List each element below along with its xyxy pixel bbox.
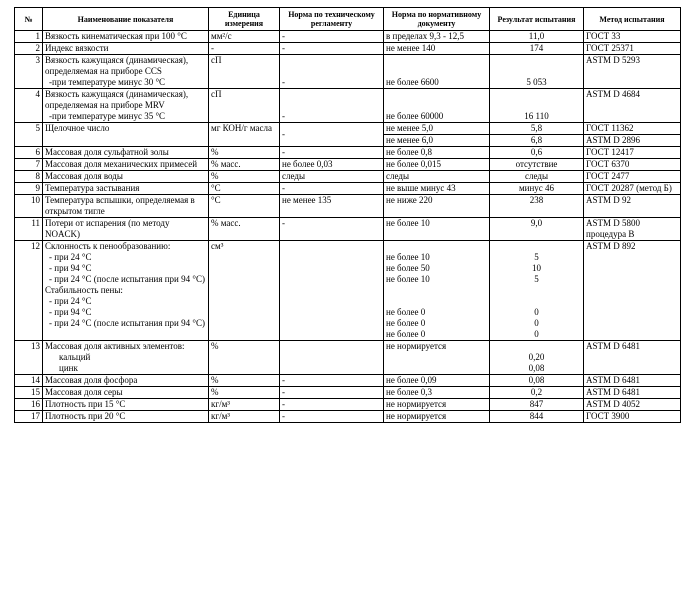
row-norm: не более 0,09 <box>384 375 490 387</box>
row-method: ASTM D 5293 <box>584 55 681 89</box>
row-method: ГОСТ 20287 (метод Б) <box>584 183 681 195</box>
row-norm: не выше минус 43 <box>384 183 490 195</box>
row-unit: °С <box>209 195 280 218</box>
row-norm: не более 0,015 <box>384 159 490 171</box>
row-name-sub: кальций <box>59 352 91 362</box>
row-result: 16 110 <box>490 89 584 123</box>
row-result-item: 0 <box>534 318 539 328</box>
row-num: 1 <box>15 31 43 43</box>
row-name: Массовая доля серы <box>43 387 209 399</box>
row-name: Плотность при 20 °С <box>43 411 209 423</box>
row-method: ГОСТ 2477 <box>584 171 681 183</box>
row-num: 7 <box>15 159 43 171</box>
row-tech: - <box>280 375 384 387</box>
row-result: 9,0 <box>490 218 584 241</box>
row-norm: не менее 140 <box>384 43 490 55</box>
header-num: № <box>15 8 43 31</box>
row-tech: - <box>280 43 384 55</box>
row-name: Температура застывания <box>43 183 209 195</box>
row-name-main: Вязкость кажущаяся (динамическая), определяемая на приборе MRV <box>45 89 189 110</box>
row-name <box>43 55 209 89</box>
row-tech: - <box>280 55 384 89</box>
header-result: Результат испытания <box>490 8 584 31</box>
row-name: Массовая доля сульфатной золы <box>43 147 209 159</box>
row-unit: % <box>209 147 280 159</box>
table-row <box>15 399 681 411</box>
row-num: 6 <box>15 147 43 159</box>
row-name-main: Стабильность пены: <box>45 285 123 295</box>
row-norm: не более 6600 <box>384 55 490 89</box>
row-result <box>490 241 584 341</box>
table-row <box>15 375 681 387</box>
row-tech: - <box>280 123 384 147</box>
row-method: ASTM D 4052 <box>584 399 681 411</box>
row-num: 3 <box>15 55 43 89</box>
header-norm: Норма по нормативному документу <box>384 8 490 31</box>
row-unit: % <box>209 387 280 399</box>
row-norm: не ниже 220 <box>384 195 490 218</box>
row-norm-item: не более 50 <box>386 263 430 273</box>
row-method: ASTM D 2896 <box>584 135 681 147</box>
row-name: Температура вспышки, определяемая в открытом тигле <box>43 195 209 218</box>
row-num: 2 <box>15 43 43 55</box>
row-method: ГОСТ 3900 <box>584 411 681 423</box>
row-result-item: 0 <box>534 307 539 317</box>
row-result: 0,2 <box>490 387 584 399</box>
table-row <box>15 147 681 159</box>
row-tech: - <box>280 387 384 399</box>
row-num: 14 <box>15 375 43 387</box>
row-unit: % масс. <box>209 218 280 241</box>
table-row <box>15 218 681 241</box>
row-tech: не менее 135 <box>280 195 384 218</box>
table-row <box>15 195 681 218</box>
row-result: 174 <box>490 43 584 55</box>
row-num: 16 <box>15 399 43 411</box>
row-num: 10 <box>15 195 43 218</box>
row-unit: % <box>209 171 280 183</box>
row-num: 8 <box>15 171 43 183</box>
row-method: ASTM D 892 <box>584 241 681 341</box>
row-result-item: 5 <box>534 274 539 284</box>
row-name: Индекс вязкости <box>43 43 209 55</box>
row-method: ASTM D 5800 процедура В <box>584 218 681 241</box>
header-row <box>15 8 681 31</box>
row-unit: % масс. <box>209 159 280 171</box>
table-row <box>15 31 681 43</box>
row-result <box>490 341 584 375</box>
row-norm: не более 0,8 <box>384 147 490 159</box>
row-result: 844 <box>490 411 584 423</box>
row-result: 847 <box>490 399 584 411</box>
row-name-sub: - при 24 °С <box>49 252 92 262</box>
row-method: ASTM D 6481 <box>584 375 681 387</box>
row-result: 11,0 <box>490 31 584 43</box>
row-unit: кг/м³ <box>209 411 280 423</box>
row-unit: - <box>209 43 280 55</box>
row-tech: - <box>280 147 384 159</box>
row-norm: не более 60000 <box>384 89 490 123</box>
table-row <box>15 387 681 399</box>
row-result: минус 46 <box>490 183 584 195</box>
table-row <box>15 411 681 423</box>
row-norm-item: не более 0 <box>386 318 426 328</box>
table-row <box>15 123 681 135</box>
row-name-sub: - при 94 °С <box>49 263 92 273</box>
header-method: Метод испытания <box>584 8 681 31</box>
row-name: Потери от испарения (по методу NOACK) <box>43 218 209 241</box>
table-row <box>15 241 681 341</box>
row-name <box>43 241 209 341</box>
row-norm: не более 0,3 <box>384 387 490 399</box>
row-name: Вязкость кинематическая при 100 °С <box>43 31 209 43</box>
row-num: 12 <box>15 241 43 341</box>
row-tech: - <box>280 89 384 123</box>
row-name-sub: -при температуре минус 35 °С <box>49 111 166 121</box>
row-tech: не более 0,03 <box>280 159 384 171</box>
row-unit: сП <box>209 55 280 89</box>
table-row <box>15 55 681 89</box>
row-unit: сП <box>209 89 280 123</box>
row-norm-item: не более 10 <box>386 274 430 284</box>
row-unit: мг КОН/г масла <box>209 123 280 147</box>
table-row <box>15 43 681 55</box>
row-unit: % <box>209 341 280 375</box>
row-num: 9 <box>15 183 43 195</box>
row-result: отсутствие <box>490 159 584 171</box>
row-name-sub: цинк <box>59 363 78 373</box>
row-name: Массовая доля воды <box>43 171 209 183</box>
row-name-main: Склонность к пенообразованию: <box>45 241 171 251</box>
row-result-item: 0 <box>534 329 539 339</box>
row-name <box>43 341 209 375</box>
row-num: 4 <box>15 89 43 123</box>
row-method: ГОСТ 33 <box>584 31 681 43</box>
row-unit: см³ <box>209 241 280 341</box>
row-norm: в пределах 9,3 - 12,5 <box>384 31 490 43</box>
row-norm: не нормируется <box>384 341 490 375</box>
table-row <box>15 159 681 171</box>
row-name <box>43 89 209 123</box>
row-norm: не нормируется <box>384 399 490 411</box>
row-num: 15 <box>15 387 43 399</box>
table-row <box>15 89 681 123</box>
row-name-sub: - при 94 °С <box>49 307 92 317</box>
row-method: ASTM D 92 <box>584 195 681 218</box>
row-result-item: 5 <box>534 252 539 262</box>
header-unit: Единица измерения <box>209 8 280 31</box>
row-norm <box>384 241 490 341</box>
row-method: ASTM D 6481 <box>584 341 681 375</box>
row-num: 11 <box>15 218 43 241</box>
row-tech: - <box>280 399 384 411</box>
row-tech: - <box>280 411 384 423</box>
row-name-sub: - при 24 °С (после испытания при 94 °С) <box>49 274 205 284</box>
table-row <box>15 341 681 375</box>
row-num: 13 <box>15 341 43 375</box>
row-result: 5 053 <box>490 55 584 89</box>
test-results-table <box>14 7 681 423</box>
row-norm: не нормируется <box>384 411 490 423</box>
row-name-sub: - при 24 °С <box>49 296 92 306</box>
row-name-sub: - при 24 °С (после испытания при 94 °С) <box>49 318 205 328</box>
row-unit: мм²/с <box>209 31 280 43</box>
row-result: 6,8 <box>490 135 584 147</box>
row-result-item: 10 <box>532 263 541 273</box>
row-unit: % <box>209 375 280 387</box>
row-norm-item: не более 0 <box>386 329 426 339</box>
row-name-main: Массовая доля активных элементов: <box>45 341 185 351</box>
row-norm-item: не более 0 <box>386 307 426 317</box>
row-result: 0,6 <box>490 147 584 159</box>
row-tech: - <box>280 31 384 43</box>
header-tech: Норма по техническому регламенту <box>280 8 384 31</box>
row-tech: - <box>280 183 384 195</box>
row-name: Плотность при 15 °С <box>43 399 209 411</box>
row-num: 5 <box>15 123 43 147</box>
row-result: 5,8 <box>490 123 584 135</box>
table-row <box>15 171 681 183</box>
row-unit: °С <box>209 183 280 195</box>
row-tech <box>280 341 384 375</box>
row-method: ГОСТ 11362 <box>584 123 681 135</box>
row-name: Щелочное число <box>43 123 209 147</box>
row-norm: не менее 5,0 <box>384 123 490 135</box>
table-row <box>15 183 681 195</box>
row-method: ASTM D 4684 <box>584 89 681 123</box>
row-result: следы <box>490 171 584 183</box>
row-tech: следы <box>280 171 384 183</box>
row-norm: не менее 6,0 <box>384 135 490 147</box>
row-method: ГОСТ 12417 <box>584 147 681 159</box>
row-tech <box>280 241 384 341</box>
row-unit: кг/м³ <box>209 399 280 411</box>
row-name-sub: -при температуре минус 30 °С <box>49 77 166 87</box>
row-name: Массовая доля фосфора <box>43 375 209 387</box>
row-norm-item: не более 10 <box>386 252 430 262</box>
row-result-item: 0,20 <box>528 352 545 362</box>
header-name: Наименование показателя <box>43 8 209 31</box>
row-result: 0,08 <box>490 375 584 387</box>
row-method: ГОСТ 6370 <box>584 159 681 171</box>
row-result-item: 0,08 <box>528 363 545 373</box>
row-tech: - <box>280 218 384 241</box>
row-num: 17 <box>15 411 43 423</box>
row-norm: следы <box>384 171 490 183</box>
row-name: Массовая доля механических примесей <box>43 159 209 171</box>
row-result: 238 <box>490 195 584 218</box>
row-norm: не более 10 <box>384 218 490 241</box>
row-name-main: Вязкость кажущаяся (динамическая), определяемая на приборе CCS <box>45 55 189 76</box>
row-method: ASTM D 6481 <box>584 387 681 399</box>
row-method: ГОСТ 25371 <box>584 43 681 55</box>
